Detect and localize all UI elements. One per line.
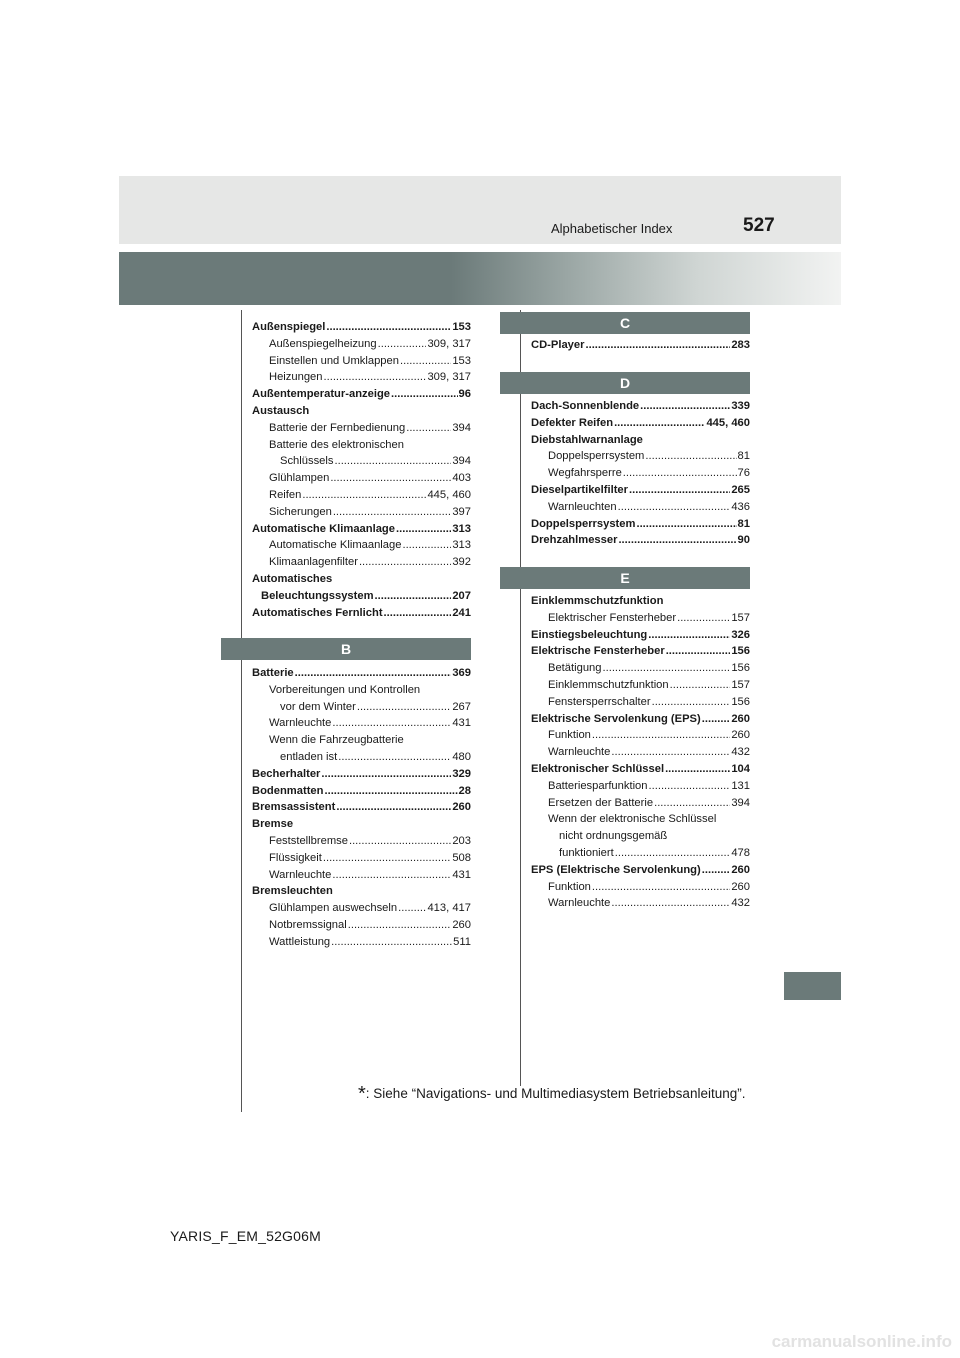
dot-leader <box>629 482 730 499</box>
index-entry-page: 413, 417 <box>427 902 471 915</box>
dot-leader <box>623 465 737 482</box>
index-entry-page: 432 <box>731 897 750 910</box>
index-entry-page: 394 <box>452 421 471 434</box>
dot-leader <box>384 605 452 622</box>
index-entry <box>252 699 471 716</box>
index-entry-label: Wegfahrsperre <box>548 467 622 480</box>
index-entry: Diebstahlwarnanlage <box>531 433 643 446</box>
index-entry-label: Beleuchtungssystem <box>261 589 374 602</box>
index-entry-label: Warnleuchte <box>269 717 332 730</box>
index-entry-label: Glühlampen <box>269 472 330 485</box>
index-entry-page: 432 <box>731 746 750 759</box>
dot-leader <box>402 537 451 554</box>
dot-leader <box>611 895 730 912</box>
index-entry-page: 76 <box>737 467 750 480</box>
index-entry-label: EPS (Elektrische Servolenkung) <box>531 863 701 876</box>
index-entry <box>252 336 471 353</box>
dot-leader <box>324 369 427 386</box>
footnote-star: * <box>358 1083 366 1105</box>
index-entry <box>252 917 471 934</box>
index-entry-page: 329 <box>452 767 471 780</box>
index-entry-page: 153 <box>452 354 471 367</box>
index-entry-label: Notbremssignal <box>269 918 347 931</box>
index-entry-label: Reifen <box>269 488 302 501</box>
index-entry-label: Ersetzen der Batterie <box>548 796 654 809</box>
index-entry <box>531 465 750 482</box>
dot-leader <box>378 336 427 353</box>
index-entry-label: Flüssigkeit <box>269 851 322 864</box>
dot-leader <box>677 610 730 627</box>
index-entry-page: 339 <box>731 400 750 412</box>
index-entry-page: 104 <box>731 762 750 775</box>
dot-leader <box>636 516 736 533</box>
dot-leader <box>406 420 451 437</box>
index-entry <box>531 337 750 354</box>
index-entry-label: Sicherungen <box>269 505 332 518</box>
dot-leader <box>323 850 451 867</box>
index-entry-label: Doppelsperrsystem <box>531 517 636 530</box>
dot-leader <box>603 660 731 677</box>
index-entry-page: 394 <box>731 796 750 809</box>
index-entry-label: Bodenmatten <box>252 784 324 797</box>
dot-leader <box>645 448 736 465</box>
index-entry-label: Elektrische Servolenkung (EPS) <box>531 712 701 725</box>
index-entry-page: 326 <box>731 628 750 641</box>
index-entry <box>531 744 750 761</box>
index-entry <box>252 504 471 521</box>
index-entry-label: Funktion <box>548 729 591 742</box>
index-entry-label: Warnleuchte <box>269 868 332 881</box>
dot-leader <box>618 532 736 549</box>
index-entry-page: 431 <box>452 717 471 730</box>
index-entry-page: 265 <box>731 483 750 496</box>
index-entry-page: 156 <box>731 662 750 675</box>
index-entry-label: Einstiegsbeleuchtung <box>531 628 648 641</box>
index-entry <box>531 694 750 711</box>
index-entry <box>531 845 750 862</box>
index-entry: Einklemmschutzfunktion <box>531 595 664 607</box>
index-entry-page: 403 <box>452 472 471 485</box>
section-header-d: D <box>500 372 750 394</box>
index-entry-label: Batteriesparfunktion <box>548 779 648 792</box>
index-entry-page: 431 <box>452 868 471 881</box>
dot-leader <box>648 627 730 644</box>
index-entry-label: Elektrische Fensterheber <box>531 645 665 658</box>
index-entry-label: Dach-Sonnenblende <box>531 400 640 412</box>
dot-leader <box>338 749 451 766</box>
index-entry <box>252 487 471 504</box>
index-entry <box>531 499 750 516</box>
dot-leader <box>324 783 457 800</box>
footnote <box>358 1083 745 1106</box>
index-entry-page: 260 <box>452 801 471 814</box>
index-entry-label: Einklemmschutzfunktion <box>548 678 669 691</box>
dot-leader <box>302 487 426 504</box>
index-entry: Bremse <box>252 818 294 831</box>
index-entry-page: 369 <box>452 667 471 679</box>
index-entry-label: Betätigung <box>548 662 602 675</box>
index-entry-page: 156 <box>731 645 750 658</box>
index-entry-label: Einstellen und Umklappen <box>269 354 399 367</box>
index-list-b <box>252 665 471 951</box>
index-entry <box>252 453 471 470</box>
index-entry <box>531 532 750 549</box>
index-entry-page: 131 <box>731 779 750 792</box>
dot-leader <box>652 694 731 711</box>
index-entry-page: 397 <box>452 505 471 518</box>
index-entry-page: 392 <box>452 556 471 569</box>
index-entry <box>531 879 750 896</box>
index-entry-page: 96 <box>458 388 471 401</box>
index-entry <box>531 761 750 778</box>
index-list-d <box>531 398 750 549</box>
index-entry <box>531 627 750 644</box>
index-entry <box>252 665 471 682</box>
index-entry-label: Warnleuchte <box>548 746 611 759</box>
index-entry <box>531 610 750 627</box>
index-entry-page: 445, 460 <box>427 488 471 501</box>
index-entry-label: Funktion <box>548 880 591 893</box>
index-entry-label: Schlüssels <box>280 455 334 468</box>
header-band <box>119 176 841 244</box>
index-entry <box>531 415 750 432</box>
index-entry-label: Bremsassistent <box>252 801 336 814</box>
index-entry <box>531 677 750 694</box>
index-entry-label: Drehzahlmesser <box>531 534 618 547</box>
dot-leader <box>592 727 730 744</box>
index-entry-label: Wattleistung <box>269 935 331 948</box>
index-entry-page: 445, 460 <box>706 416 750 429</box>
dot-leader <box>375 588 452 605</box>
dot-leader <box>357 699 451 716</box>
index-entry-page: 309, 317 <box>427 371 471 384</box>
index-entry-page: 260 <box>731 729 750 742</box>
dot-leader <box>331 934 452 951</box>
index-entry <box>531 398 750 415</box>
index-entry <box>252 386 471 403</box>
index-list-c <box>531 337 750 354</box>
index-entry-label: Fenstersperrschalter <box>548 695 651 708</box>
dot-leader <box>332 715 451 732</box>
index-entry <box>531 895 750 912</box>
index-entry <box>252 353 471 370</box>
index-entry-label: vor dem Winter <box>280 700 356 713</box>
index-entry: nicht ordnungsgemäß <box>559 830 668 843</box>
dot-leader <box>348 917 452 934</box>
index-entry-label: Automatisches Fernlicht <box>252 606 383 619</box>
index-entry: Wenn der elektronische Schlüssel <box>548 813 717 826</box>
index-entry <box>252 319 471 336</box>
index-entry <box>252 867 471 884</box>
index-entry-label: entladen ist <box>280 750 338 763</box>
decorative-gradient-band <box>119 252 841 305</box>
dot-leader <box>649 778 731 795</box>
index-entry <box>252 588 471 605</box>
index-entry: Bremsleuchten <box>252 885 333 898</box>
dot-leader <box>618 499 731 516</box>
footnote-text: : Siehe “Navigations- und Multimediasystem Betriebsanleitung”. <box>365 1086 746 1101</box>
index-entry-page: 203 <box>452 834 471 847</box>
index-list-a <box>252 319 471 621</box>
dot-leader <box>396 521 451 538</box>
dot-leader <box>326 319 451 336</box>
index-entry-page: 260 <box>731 880 750 893</box>
index-entry <box>252 369 471 386</box>
dot-leader <box>333 504 452 521</box>
index-entry-page: 90 <box>737 534 750 547</box>
index-entry: Vorbereitungen und Kontrollen <box>269 683 421 696</box>
index-entry-page: 260 <box>452 918 471 931</box>
index-entry-label: Heizungen <box>269 371 323 384</box>
index-entry <box>531 660 750 677</box>
index-entry-label: Automatische Klimaanlage <box>252 522 395 535</box>
index-entry-label: Warnleuchten <box>548 500 617 513</box>
dot-leader <box>330 470 451 487</box>
index-entry-page: 480 <box>452 750 471 763</box>
index-entry-page: 241 <box>452 606 471 619</box>
dot-leader <box>611 744 730 761</box>
index-entry-label: Außentemperatur-anzeige <box>252 388 391 401</box>
dot-leader <box>359 554 451 571</box>
dot-leader <box>666 643 731 660</box>
index-entry-page: 511 <box>453 935 471 948</box>
index-entry <box>531 795 750 812</box>
dot-leader <box>702 862 731 879</box>
dot-leader <box>321 766 451 783</box>
index-entry: Austausch <box>252 404 310 417</box>
index-entry <box>252 766 471 783</box>
index-entry <box>531 516 750 533</box>
index-entry-label: Klimaanlagenfilter <box>269 556 358 569</box>
dot-leader <box>391 386 458 403</box>
index-entry <box>252 470 471 487</box>
section-header-b: B <box>221 638 471 660</box>
section-header-c: C <box>500 312 750 334</box>
index-entry <box>252 783 471 800</box>
dot-leader <box>398 900 426 917</box>
index-entry <box>531 778 750 795</box>
index-entry-page: 508 <box>452 851 471 864</box>
index-entry <box>252 799 471 816</box>
index-entry-page: 260 <box>731 863 750 876</box>
page-title: Alphabetischer Index <box>551 221 673 236</box>
index-entry <box>531 482 750 499</box>
index-entry: Batterie des elektronischen <box>269 438 404 451</box>
index-entry <box>252 833 471 850</box>
index-entry-page: 394 <box>452 455 471 468</box>
document-code: YARIS_F_EM_52G06M <box>170 1228 321 1244</box>
index-list-e <box>531 593 750 912</box>
index-entry-page: 157 <box>731 678 750 691</box>
index-entry <box>252 934 471 951</box>
index-entry-page: 81 <box>737 450 750 463</box>
index-entry-label: Außenspiegel <box>252 321 326 333</box>
index-entry-page: 28 <box>458 784 471 797</box>
index-entry-page: 260 <box>731 712 750 725</box>
watermark: carmanualsonline.info <box>771 1332 952 1351</box>
index-entry-label: funktioniert <box>559 846 614 859</box>
index-entry <box>531 448 750 465</box>
index-entry <box>252 521 471 538</box>
dot-leader <box>585 337 730 354</box>
dot-leader <box>670 677 731 694</box>
index-entry-page: 153 <box>452 321 471 333</box>
index-entry-label: Doppelsperrsystem <box>548 450 645 463</box>
dot-leader <box>400 353 451 370</box>
index-entry <box>252 420 471 437</box>
left-column-divider <box>241 310 242 1112</box>
index-entry-label: Feststellbremse <box>269 834 348 847</box>
index-entry-label: Automatische Klimaanlage <box>269 539 402 552</box>
index-entry-label: Elektrischer Fensterheber <box>548 611 677 624</box>
section-header-e: E <box>500 567 750 589</box>
dot-leader <box>614 415 705 432</box>
index-entry-page: 478 <box>731 846 750 859</box>
index-entry-label: Dieselpartikelfilter <box>531 483 629 496</box>
index-entry-label: Defekter Reifen <box>531 416 614 429</box>
dot-leader <box>349 833 451 850</box>
index-entry-page: 207 <box>452 589 471 602</box>
index-entry <box>252 850 471 867</box>
dot-leader <box>332 867 451 884</box>
index-entry: Wenn die Fahrzeugbatterie <box>269 734 404 747</box>
index-entry-page: 267 <box>452 700 471 713</box>
dot-leader <box>592 879 730 896</box>
index-entry-label: Warnleuchte <box>548 897 611 910</box>
dot-leader <box>654 795 730 812</box>
index-entry-label: Außenspiegelheizung <box>269 337 377 350</box>
index-entry <box>252 605 471 622</box>
index-entry-page: 436 <box>731 500 750 513</box>
dot-leader <box>665 761 730 778</box>
index-entry-page: 313 <box>452 539 471 552</box>
index-entry <box>252 749 471 766</box>
middle-column-divider <box>520 310 521 1086</box>
page-number: 527 <box>743 215 775 236</box>
dot-leader <box>336 799 451 816</box>
index-entry <box>252 715 471 732</box>
index-entry <box>531 727 750 744</box>
index-entry-label: Elektronischer Schlüssel <box>531 762 665 775</box>
dot-leader <box>334 453 451 470</box>
index-entry: Automatisches <box>252 572 333 585</box>
index-entry-label: CD-Player <box>531 339 585 351</box>
dot-leader <box>640 398 730 415</box>
index-entry <box>252 554 471 571</box>
index-entry-label: Becherhalter <box>252 767 321 780</box>
index-entry <box>531 711 750 728</box>
index-entry <box>531 643 750 660</box>
index-entry <box>252 900 471 917</box>
dot-leader <box>702 711 731 728</box>
index-entry-label: Glühlampen auswechseln <box>269 902 398 915</box>
index-entry-label: Batterie der Fernbedienung <box>269 421 406 434</box>
dot-leader <box>615 845 731 862</box>
index-entry-page: 309, 317 <box>427 337 471 350</box>
dot-leader <box>295 665 452 682</box>
index-entry-label: Batterie <box>252 667 294 679</box>
index-entry <box>531 862 750 879</box>
index-entry-page: 157 <box>731 611 750 624</box>
index-entry-page: 283 <box>731 339 750 351</box>
index-entry <box>252 537 471 554</box>
chapter-side-tab <box>784 972 841 1000</box>
index-entry-page: 81 <box>737 517 750 530</box>
index-entry-page: 156 <box>731 695 750 708</box>
index-entry-page: 313 <box>452 522 471 535</box>
